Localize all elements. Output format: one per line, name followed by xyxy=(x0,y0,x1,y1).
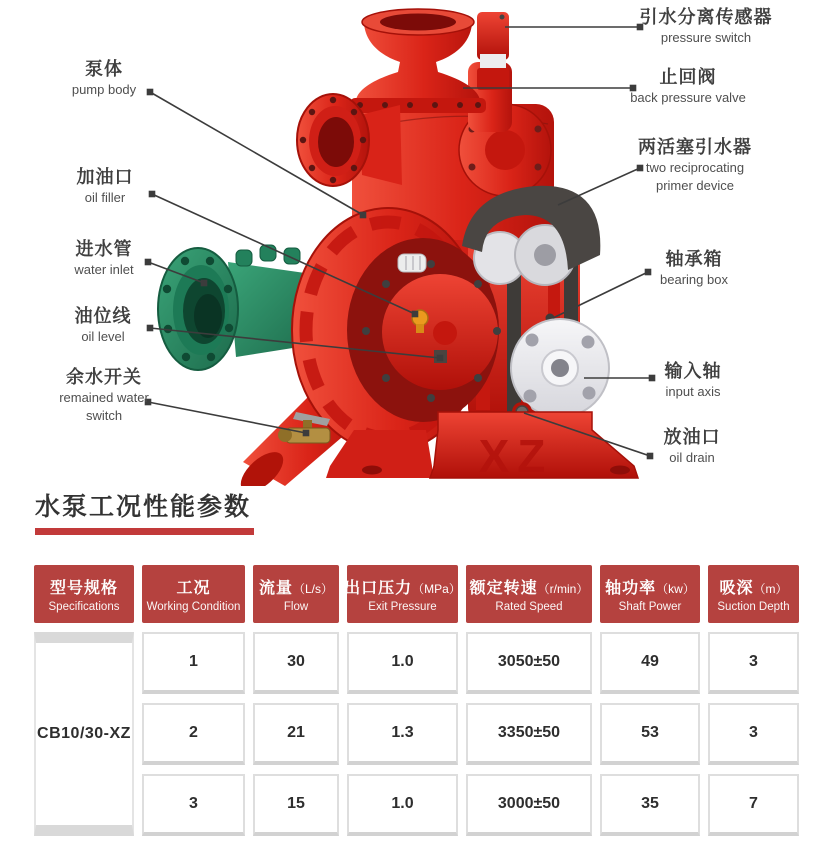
label-water-inlet xyxy=(74,238,133,279)
label-back-pressure-valve-zh: 止回阀 xyxy=(659,67,717,87)
table-cell: 53 xyxy=(600,703,700,765)
col-header-zh: 流量（L/s） xyxy=(258,580,334,597)
label-water-inlet-en: water inlet xyxy=(74,261,134,277)
spec-table xyxy=(34,565,799,836)
label-oil-filler xyxy=(77,166,134,207)
table-cell: 1 xyxy=(142,632,245,694)
label-oil-drain-en: oil drain xyxy=(669,449,715,465)
col-header-en: Specifications xyxy=(48,601,120,613)
label-remained-water-switch-en: remained water switch xyxy=(59,389,149,424)
label-back-pressure-valve-en: back pressure valve xyxy=(630,89,746,105)
label-oil-level-zh: 油位线 xyxy=(74,306,132,326)
table-cell: 2 xyxy=(142,703,245,765)
col-header-zh: 出口压力（MPa） xyxy=(344,580,461,597)
label-pump-body-en: pump body xyxy=(71,81,137,97)
pressure-switch-part xyxy=(468,12,512,132)
discharge-outlet xyxy=(350,9,486,113)
table-cell: 1.0 xyxy=(347,632,458,694)
col-header-zh: 轴功率（kw） xyxy=(605,580,695,597)
table-cell: 15 xyxy=(253,774,339,836)
table-cell: 3050±50 xyxy=(466,632,592,694)
col-header-en: Exit Pressure xyxy=(368,601,437,613)
table-cell: 1.3 xyxy=(347,703,458,765)
label-oil-filler-zh: 加油口 xyxy=(76,167,134,187)
col-header-zh: 额定转速（r/min） xyxy=(469,580,589,597)
label-back-pressure-valve xyxy=(630,66,746,107)
col-header-zh: 工况 xyxy=(176,580,211,597)
table-cell: 3000±50 xyxy=(466,774,592,836)
table-cell: 30 xyxy=(253,632,339,694)
table-cell: 21 xyxy=(253,703,339,765)
label-oil-drain xyxy=(664,426,721,467)
table-cell: 3 xyxy=(142,774,245,836)
col-header-rated-speed xyxy=(466,565,592,623)
table-cell: 3350±50 xyxy=(466,703,592,765)
table-cell: 35 xyxy=(600,774,700,836)
label-primer-device-en: two reciprocating primer device xyxy=(645,159,745,194)
label-bearing-box-en: bearing box xyxy=(660,271,728,287)
base-mark: XZ xyxy=(478,430,554,482)
title-underline xyxy=(35,528,254,535)
label-oil-level xyxy=(75,305,132,346)
label-water-inlet-zh: 进水管 xyxy=(75,239,133,259)
label-pressure-switch-en: pressure switch xyxy=(660,29,752,45)
col-header-flow xyxy=(253,565,339,623)
label-input-axis xyxy=(665,360,722,401)
section-title: 水泵工况性能参数 xyxy=(35,493,252,521)
table-cell: 7 xyxy=(708,774,799,836)
col-header-en: Rated Speed xyxy=(495,601,563,613)
table-cell: 3 xyxy=(708,632,799,694)
col-header-shaft-power xyxy=(600,565,700,623)
col-header-en: Flow xyxy=(283,601,309,613)
label-remained-water-switch xyxy=(58,366,150,426)
label-bearing-box-zh: 轴承箱 xyxy=(665,249,723,269)
label-input-axis-zh: 输入轴 xyxy=(664,361,722,381)
table-cell: 3 xyxy=(708,703,799,765)
label-input-axis-en: input axis xyxy=(665,383,721,399)
col-header-en: Working Condition xyxy=(146,601,241,613)
col-header-exit-pressure xyxy=(344,565,461,623)
col-header-zh: 吸深（m） xyxy=(719,580,788,597)
label-primer-device xyxy=(631,136,759,196)
label-primer-device-zh: 两活塞引水器 xyxy=(638,137,752,157)
label-remained-water-switch-zh: 余水开关 xyxy=(66,367,142,387)
label-pressure-switch xyxy=(640,6,773,47)
col-header-working-condition xyxy=(142,565,245,623)
col-header-suction-depth xyxy=(708,565,799,623)
input-axis-part xyxy=(511,319,609,417)
col-header-en: Shaft Power xyxy=(618,601,682,613)
model-cell: CB10/30-XZ xyxy=(34,632,134,836)
label-oil-drain-zh: 放油口 xyxy=(663,427,721,447)
col-header-zh: 型号规格 xyxy=(49,580,118,597)
label-pressure-switch-zh: 引水分离传感器 xyxy=(639,7,773,27)
table-cell: 1.0 xyxy=(347,774,458,836)
label-oil-filler-en: oil filler xyxy=(84,189,126,205)
label-oil-level-en: oil level xyxy=(81,328,125,344)
label-bearing-box xyxy=(660,248,728,289)
table-cell: 49 xyxy=(600,632,700,694)
label-pump-body xyxy=(72,58,136,99)
col-header-specifications xyxy=(34,565,134,623)
label-pump-body-zh: 泵体 xyxy=(84,59,123,79)
col-header-en: Suction Depth xyxy=(717,601,790,613)
